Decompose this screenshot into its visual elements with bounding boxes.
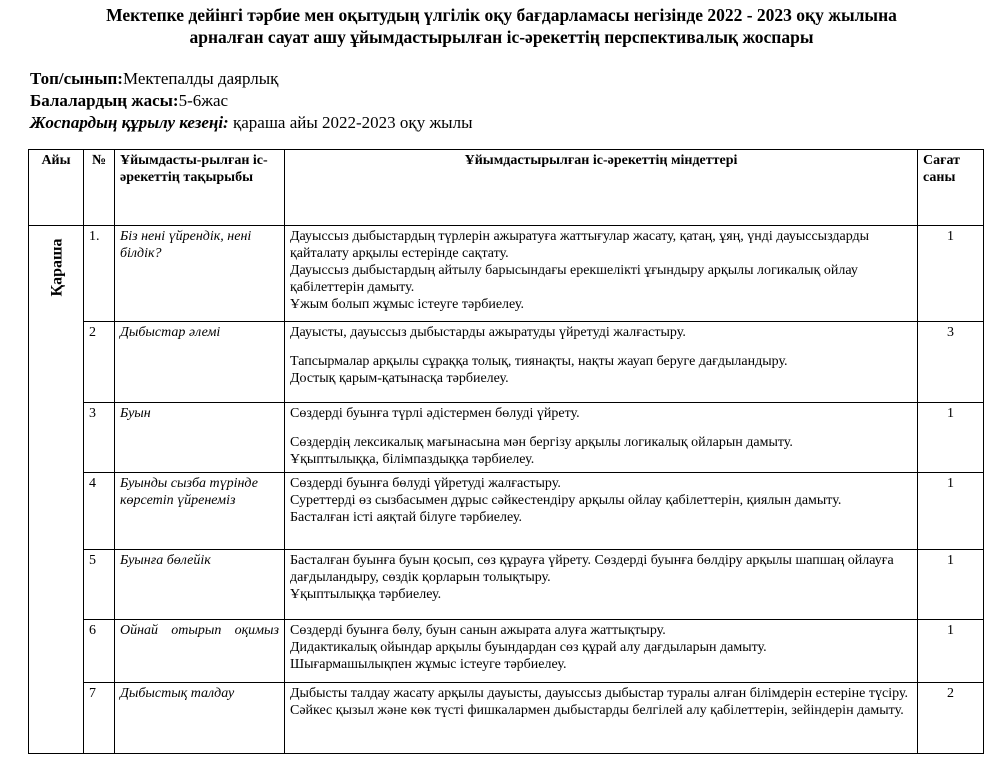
row-topic: Буынға бөлейік — [115, 550, 285, 620]
row-hours: 3 — [918, 322, 984, 403]
row-number: 5 — [84, 550, 115, 620]
task-text: Ұқыптылыққа тәрбиелеу. — [290, 587, 442, 602]
row-hours: 1 — [918, 473, 984, 550]
task-text: Дыбысты талдау жасату арқылы дауысты, дауыссыз дыбыстар туралы алған білімдерін естеріне түсіру. — [290, 686, 909, 701]
row-tasks — [285, 550, 918, 620]
task-text: Басталған істі аяқтай білуге тәрбиелеу. — [290, 510, 522, 525]
task-text: Ұқыптылыққа, білімпаздыққа тәрбиелеу. — [290, 452, 535, 467]
row-number: 3 — [84, 403, 115, 473]
header-month: Айы — [29, 150, 84, 226]
task-text: Сәйкес қызыл және көк түсті фишкалармен дыбыстарды белгілей алу қабілеттерін, зейіндерін дамыту. — [290, 703, 904, 718]
row-topic: Біз нені үйрендік, нені білдік? — [115, 226, 285, 322]
table-row — [29, 403, 984, 473]
row-tasks — [285, 473, 918, 550]
task-text: Достық қарым-қатынасқа тәрбиелеу. — [290, 371, 509, 386]
row-hours: 1 — [918, 403, 984, 473]
table-row — [29, 226, 984, 322]
row-tasks — [285, 322, 918, 403]
month-label: Қараша — [48, 237, 66, 297]
row-tasks — [285, 620, 918, 683]
table-row — [29, 473, 984, 550]
group-row — [30, 68, 473, 90]
row-tasks — [285, 226, 918, 322]
row-tasks — [285, 403, 918, 473]
header-topic: Ұйымдасты-рылған іс-әрекеттің тақырыбы — [115, 150, 285, 226]
task-text: Сөздерді буынға бөлу, буын санын ажырата алуға жаттықтыру. — [290, 623, 666, 638]
header-hours: Сағат саны — [918, 150, 984, 226]
task-text: Тапсырмалар арқылы сұраққа толық, тиянақты, нақты жауап беруге дағдыландыру. — [290, 354, 788, 369]
header-tasks: Ұйымдастырылған іс-әрекеттің міндеттері — [285, 150, 918, 226]
row-topic: Дыбыстар әлемі — [115, 322, 285, 403]
row-hours: 2 — [918, 683, 984, 754]
row-number: 4 — [84, 473, 115, 550]
row-number: 2 — [84, 322, 115, 403]
title-line-2: арналған сауат ашу ұйымдастырылған іс-әрекеттің перспективалық жоспары — [189, 27, 814, 47]
month-cell — [29, 226, 84, 754]
row-tasks — [285, 683, 918, 754]
row-hours: 1 — [918, 226, 984, 322]
group-value: Мектепалды даярлық — [122, 69, 279, 88]
row-number: 1. — [84, 226, 115, 322]
row-topic: Дыбыстық талдау — [115, 683, 285, 754]
header-number: № — [84, 150, 115, 226]
age-value: 5-6жас — [178, 91, 229, 110]
group-label: Топ/сынып: — [30, 69, 123, 88]
task-text: Сөздерді буынға түрлі әдістермен бөлуді үйрету. — [290, 406, 580, 421]
task-text: Ұжым болып жұмыс істеуге тәрбиелеу. — [290, 297, 524, 312]
task-text: Дауыссыз дыбыстардың түрлерін ажыратуға жаттығулар жасату, қатаң, ұяң, үнді дауыссыздарды қайталату арқылы естерінде сақтату. — [290, 229, 870, 261]
plan-table — [28, 149, 984, 754]
row-hours: 1 — [918, 550, 984, 620]
title-line-1: Мектепке дейінгі тәрбие мен оқытудың үлгілік оқу бағдарламасы негізінде 2022 - 2023 оқу жылына — [106, 5, 897, 25]
task-text: Дауысты, дауыссыз дыбыстарды ажыратуды үйретуді жалғастыру. — [290, 325, 686, 340]
row-number: 6 — [84, 620, 115, 683]
table-row — [29, 550, 984, 620]
plan-meta — [30, 68, 473, 134]
row-topic: Буын — [115, 403, 285, 473]
table-row — [29, 620, 984, 683]
table-header-row — [29, 150, 984, 226]
age-row — [30, 90, 473, 112]
period-row — [30, 112, 473, 134]
task-text: Шығармашылықпен жұмыс істеуге тәрбиелеу. — [290, 657, 567, 672]
age-label: Балалардың жасы: — [30, 91, 179, 110]
period-value: қараша айы 2022-2023 оқу жылы — [228, 113, 473, 132]
period-label: Жоспардың құрылу кезеңі: — [30, 113, 229, 132]
task-text: Басталған буынға буын қосып, сөз құрауға үйрету. Сөздерді буынға бөлдіру арқылы шапшаң ойлауға дағдыландыру, сөздік қорларын толықтыру. — [290, 553, 894, 585]
row-topic: Ойнай отырып оқимыз — [115, 620, 285, 683]
row-hours: 1 — [918, 620, 984, 683]
document-title — [20, 4, 983, 48]
task-text: Сөздердің лексикалық мағынасына мән бергізу арқылы логикалық ойларын дамыту. — [290, 435, 793, 450]
table-row — [29, 322, 984, 403]
task-text: Сөздерді буынға бөлуді үйретуді жалғастыру. — [290, 476, 561, 491]
row-topic: Буынды сызба түрінде көрсетіп үйренеміз — [115, 473, 285, 550]
task-text: Дауыссыз дыбыстардың айтылу барысындағы ерекшелікті ұғындыру арқылы логикалық ойлау қабілеттерін дамыту. — [290, 263, 858, 295]
table-row — [29, 683, 984, 754]
task-text: Суреттерді өз сызбасымен дұрыс сәйкестендіру арқылы ойлау қабілеттерін, қиялын дамыту. — [290, 493, 842, 508]
task-text: Дидактикалық ойындар арқылы буындардан сөз құрай алу дағдыларын дамыту. — [290, 640, 767, 655]
row-number: 7 — [84, 683, 115, 754]
